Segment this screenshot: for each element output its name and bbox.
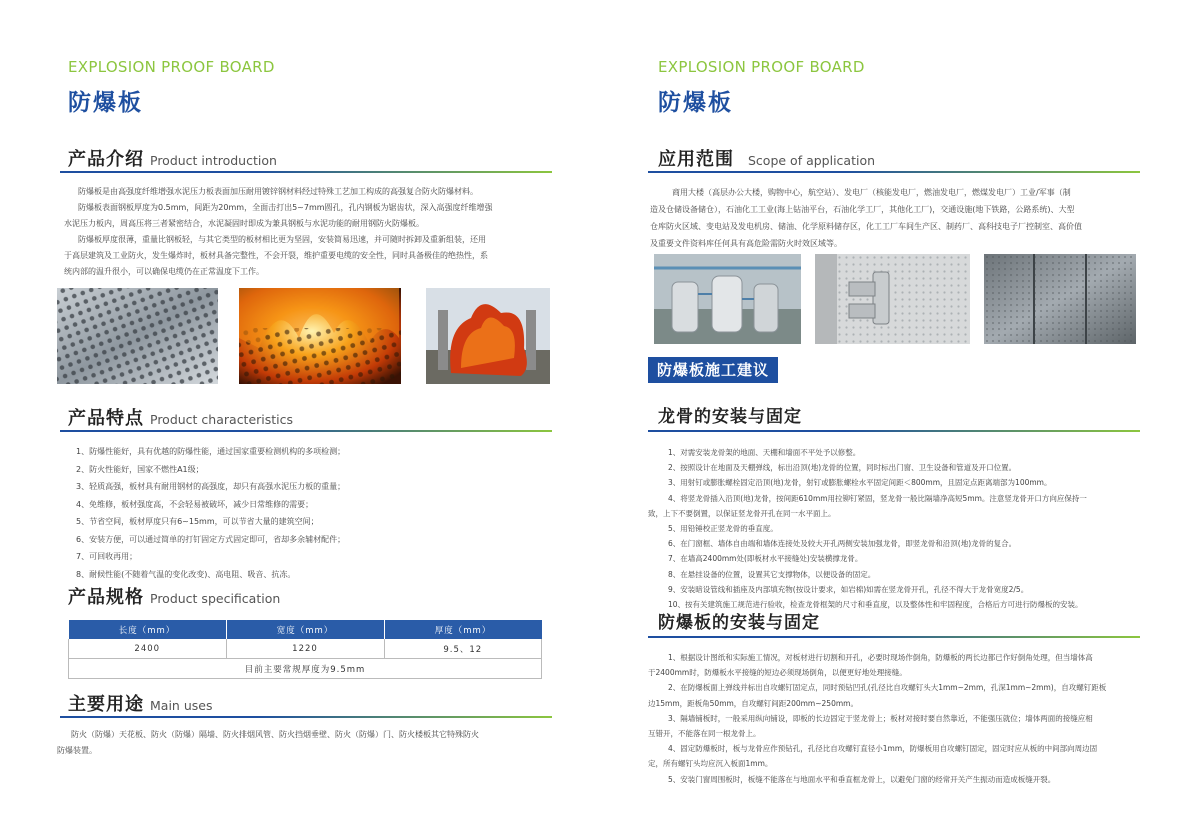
scope-line: 仓库防火区域、变电站及发电机房、储油、化学原料储存区，化工工厂车间生产区、制药厂、高科技电子厂控制室、高价值 — [650, 222, 1082, 231]
intro-heading-cn: 产品介绍 — [68, 149, 144, 170]
construction-advice-badge: 防爆板施工建议 — [648, 357, 778, 383]
spec-cell-length: 2400 — [69, 639, 227, 659]
uses-line: 防爆装置。 — [57, 746, 97, 755]
feature-item: 1、防爆性能好，具有优越的防爆性能，通过国家重要检测机构的多项检测； — [76, 447, 346, 456]
intro-line: 于高层建筑及工业防火，发生爆炸时，板材具备完整性，不会开裂，维护重要电缆的安全性，同时具备极佳的绝热性，系 — [64, 251, 488, 260]
scope-line: 商用大楼（高层办公大楼，购物中心，航空站）、发电厂（核能发电厂，燃油发电厂，燃煤发电厂）工业/军事（制 — [672, 188, 1071, 197]
spec-header-width: 宽度（mm） — [226, 620, 384, 639]
keel-item: 3、用射钉或膨胀螺栓固定沿顶(地)龙骨，射钉或膨胀螺栓水平固定间距＜800mm，且固定点距离端部为100mm。 — [668, 478, 1052, 488]
intro-divider — [60, 171, 552, 173]
board-item: 于2400mm时，防爆板水平接缝的短边必须现场倒角，以便更好地处理接缝。 — [648, 668, 907, 678]
board-item: 5、安装门窗周围板时，板缝不能落在与地面水平和垂直框龙骨上，以避免门窗的经常开关产生振动而造成板缝开裂。 — [668, 774, 1056, 784]
scope-paragraph — [650, 184, 1140, 252]
keel-item: 10、按有关建筑施工规范进行验收，检查龙骨框架的尺寸和垂直度，以及整体性和牢固程度，合格后方可进行防爆板的安装。 — [668, 600, 1083, 610]
brand-chinese-title-right: 防爆板 — [658, 90, 733, 116]
keel-item: 1、对需安装龙骨架的地面、天棚和墙面不平处予以修整。 — [668, 448, 861, 457]
intro-line: 防爆板表面钢板厚度为0.5mm，间距为20mm，全面击打出5~7mm圆孔，孔内钢板为锯齿状，深入高强度纤维增强 — [78, 203, 493, 212]
keel-item: 5、用铅锤校正竖龙骨的垂直度。 — [668, 524, 778, 534]
scope-line: 造及仓储设备储仓），石油化工工业(海上钻油平台，石油化学工厂，其他化工厂)，交通设施(地下铁路，公路系统)、大型 — [650, 205, 1075, 214]
board-divider — [648, 636, 1140, 638]
uses-line: 防火（防爆）天花板、防火（防爆）隔墙、防火排烟风管、防火挡烟垂壁、防火（防爆）门、防火楼板其它特殊防火 — [71, 730, 479, 739]
spec-header-thickness: 厚度（mm） — [384, 620, 542, 639]
keel-item: 8、在悬挂设备的位置，设置其它支撑物体，以便设备的固定。 — [668, 569, 876, 579]
perforated-steel-photo — [57, 288, 218, 384]
spec-table-header — [69, 620, 542, 639]
spec-heading-en: Product specification — [150, 591, 281, 606]
intro-line: 统内部的温升很小，可以确保电缆仍在正常温度下工作。 — [64, 267, 264, 276]
uses-paragraph — [57, 727, 551, 759]
features-heading-en: Product characteristics — [150, 412, 294, 427]
scope-line: 及重要文件资料库任何具有高危险需防火时效区域等。 — [650, 239, 842, 248]
scope-heading-en: Scope of application — [748, 153, 876, 168]
keel-item: 4、将竖龙骨插入沿顶(地)龙骨，按间距610mm用拉铆钉紧固，竖龙骨一般比隔墙净高短5mm。注意竖龙骨开口方向应保持一 — [668, 493, 1087, 503]
features-heading-cn: 产品特点 — [68, 408, 144, 429]
feature-item: 6、安装方便，可以通过简单的打钉固定方式固定即可，省却多余辅材配件； — [76, 534, 346, 544]
intro-line: 水泥压力板内，周高压将三者紧密结合，水泥凝固时即成为兼具钢板与水泥功能的耐用钢防火防爆板。 — [64, 219, 424, 228]
spec-header-length: 长度（mm） — [69, 620, 227, 639]
keel-heading: 龙骨的安装与固定 — [658, 407, 802, 427]
spec-cell-width: 1220 — [226, 639, 384, 659]
uses-divider — [60, 716, 552, 718]
board-item: 2、在防爆板面上弹线并标出自攻螺钉固定点，同时预钻凹孔(孔径比自攻螺钉头大1mm~2mm，孔深1mm~2mm)，自攻螺钉距板 — [668, 683, 1107, 693]
intro-line: 防爆板厚度很薄，重量比钢板轻，与其它类型的板材相比更为坚固，安装简易迅速，并可随时拆卸及重新组装，还用 — [78, 235, 486, 244]
scope-divider — [648, 171, 1140, 173]
spec-table-row — [69, 639, 542, 659]
keel-item: 9、安装暗设管线和插座及内部填充物(按设计要求，如岩棉)如需在竖龙骨开孔，孔径不得大于龙骨宽度2/5。 — [668, 584, 1029, 594]
keel-item: 致，上下不要倒置，以保证竖龙骨开孔在同一水平面上。 — [648, 508, 836, 518]
board-list — [648, 650, 1146, 787]
intro-line: 防爆板是由高强度纤维增强水泥压力板表面加压耐用镀锌钢材料经过特殊工艺加工构成的高强复合防火防爆材料。 — [78, 187, 478, 196]
features-divider — [60, 430, 552, 432]
board-item: 4、固定防爆板时，板与龙骨应作预钻孔，孔径比自攻螺钉直径小1mm，防爆板用自攻螺钉固定，固定时应从板的中间部向周边固 — [668, 744, 1098, 754]
feature-item: 3、轻质高强，板材具有耐用钢材的高强度，却只有高强水泥压力板的重量； — [76, 482, 346, 491]
keel-item: 7、在墙高2400mm处(即板材水平接缝处)安装横撑龙骨。 — [668, 554, 863, 564]
feature-item: 7、可回收再用； — [76, 552, 138, 561]
board-item: 边15mm，距板角50mm，自攻螺钉间距200mm~250mm。 — [648, 698, 858, 708]
spec-table — [68, 620, 542, 679]
feature-item: 4、免维修，板材强度高，不会轻易被破坏，减少日常维修的需要； — [76, 499, 314, 509]
uses-heading-en: Main uses — [150, 698, 213, 713]
spec-cell-thickness: 9.5、12 — [384, 639, 542, 659]
keel-list — [648, 445, 1146, 612]
intro-heading-en: Product introduction — [150, 153, 277, 168]
feature-item: 8、耐候性能(不随着气温的变化改变)、高电阻、吸音、抗冻。 — [76, 569, 296, 579]
brand-english-title: EXPLOSION PROOF BOARD — [68, 58, 275, 76]
spec-note: 目前主要常规厚度为9.5mm — [69, 659, 542, 679]
features-list — [76, 443, 546, 583]
keel-divider — [648, 430, 1140, 432]
board-item: 互错开，不能落在同一根龙骨上。 — [648, 729, 761, 739]
board-item: 1、根据设计图纸和实际施工情况，对板材进行切割和开孔，必要时现场作倒角，防爆板的两长边都已作好倒角处理，但当墙体高 — [668, 653, 1093, 662]
board-heading: 防爆板的安装与固定 — [658, 613, 820, 633]
feature-item: 5、节省空间，板材厚度只有6~15mm，可以节省大量的建筑空间； — [76, 517, 319, 526]
brand-chinese-title: 防爆板 — [68, 90, 143, 116]
installed-wall-photo — [984, 254, 1136, 344]
blast-test-photo — [426, 288, 550, 384]
intro-paragraph — [64, 184, 554, 280]
fire-test-photo — [239, 288, 401, 384]
keel-item: 6、在门窗框、墙体自由端和墙体连接处及较大开孔两侧安装加强龙骨，即竖龙骨和沿顶(地)龙骨的复合。 — [668, 539, 1017, 549]
hinge-panel-photo — [815, 254, 970, 344]
spec-heading-cn: 产品规格 — [68, 587, 144, 608]
board-item: 3、隔墙铺板时，一般采用纵向铺设，即板的长边固定于竖龙骨上；板材对接时要自然靠近，不能强压就位；墙体两面的接缝应相 — [668, 713, 1093, 723]
feature-item: 2、防火性能好，国家不燃性A1级； — [76, 464, 204, 474]
brand-english-title-right: EXPLOSION PROOF BOARD — [658, 58, 865, 76]
right-page — [600, 0, 1200, 820]
scope-heading-cn: 应用范围 — [658, 149, 734, 170]
uses-heading-cn: 主要用途 — [68, 694, 144, 715]
spec-heading — [68, 583, 280, 613]
keel-item: 2、按照设计在地面及天棚弹线，标出沿顶(地)龙骨的位置，同时标出门窗、卫生设备和管道及开口位置。 — [668, 463, 1017, 473]
board-item: 定，所有螺钉头均应沉入板面1mm。 — [648, 759, 773, 769]
chemical-plant-photo — [654, 254, 801, 344]
spec-table-note-row — [69, 659, 542, 679]
